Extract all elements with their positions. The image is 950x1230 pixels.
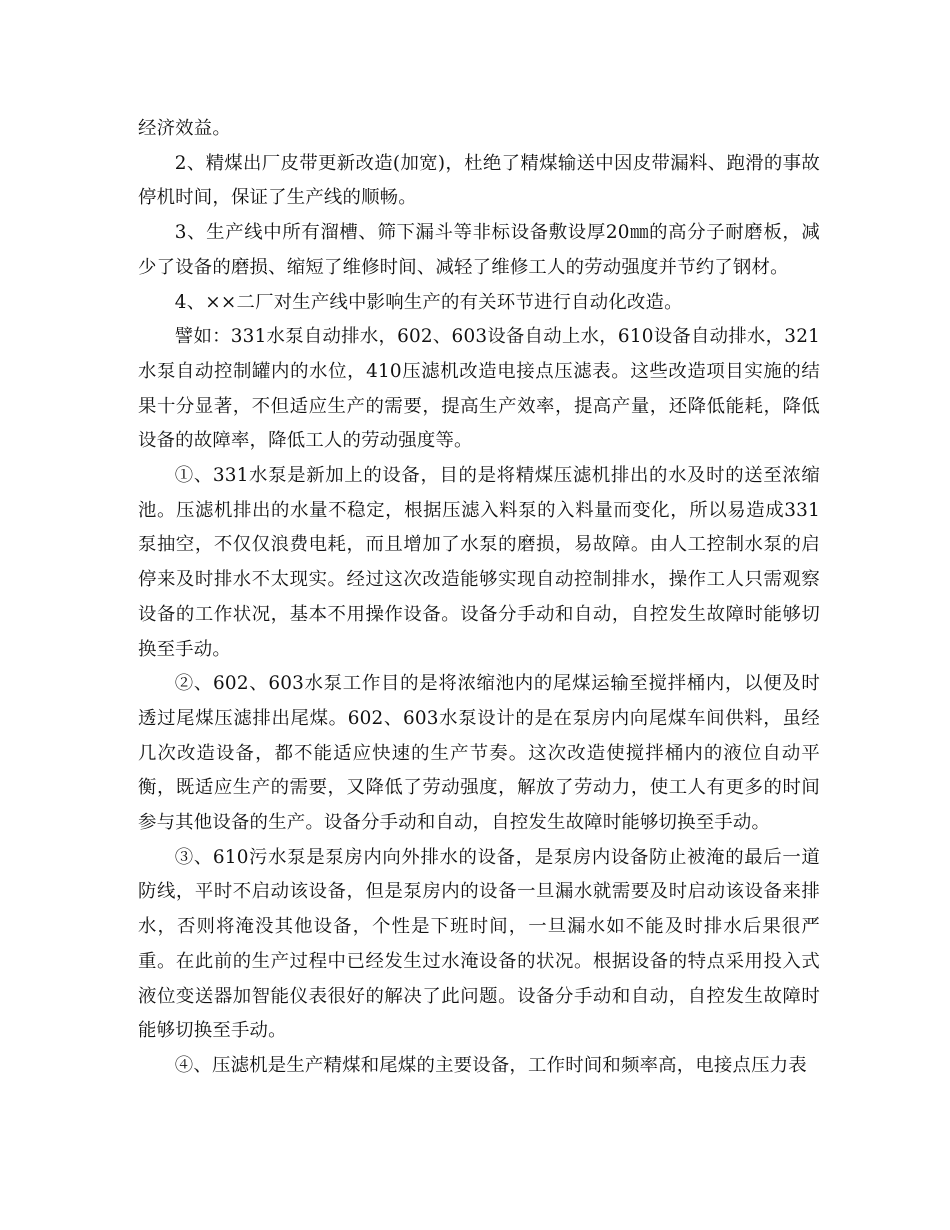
paragraph-pump-610: ③、610污水泵是泵房内向外排水的设备，是泵房内设备防止被淹的最后一道防线，平时不启动该设备，但是泵房内的设备一旦漏水就需要及时启动该设备来排水，否则将淹没其他设备，个性是下班时间，一旦漏水如不能及时排水后果很严重。在此前的生产过程中已经发生过水淹设备的状况。根据设备的特点采用投入式液位变送器加智能仪表很好的解决了此问题。设备分手动和自动，自控发生故障时能够切换至手动。 xyxy=(138,846,820,1042)
paragraph-item-2-belt-upgrade: 2、精煤出厂皮带更新改造(加宽)，杜绝了精煤输送中因皮带漏料、跑滑的事故停机时间，保证了生产线的顺畅。 xyxy=(138,152,820,209)
paragraph-filter-press: ④、压滤机是生产精煤和尾煤的主要设备，工作时间和频率高，电接点压力表 xyxy=(174,1054,807,1076)
paragraph-automation-examples: 譬如：331水泵自动排水，602、603设备自动上水，610设备自动排水，321水泵自动控制罐内的水位，410压滤机改造电接点压滤表。这些改造项目实施的结果十分显著，不但适应生产的需要，提高生产效率，提高产量，还降低能耗，降低设备的故障率，降低工人的劳动强度等。 xyxy=(138,326,820,452)
paragraph-pump-602-603: ②、602、603水泵工作目的是将浓缩池内的尾煤运输至搅拌桶内，以便及时透过尾煤压滤排出尾煤。602、603水泵设计的是在泵房内向尾煤车间供料，虽经几次改造设备，都不能适应快速的生产节奏。这次改造使搅拌桶内的液位自动平衡，既适应生产的需要，又降低了劳动强度，解放了劳动力，使工人有更多的时间参与其他设备的生产。设备分手动和自动，自控发生故障时能够切换至手动。 xyxy=(138,673,820,834)
paragraph-item-3-wear-plate: 3、生产线中所有溜槽、筛下漏斗等非标设备敷设厚20㎜的高分子耐磨板，减少了设备的磨损、缩短了维修时间、减轻了维修工人的劳动强度并节约了钢材。 xyxy=(138,222,820,278)
paragraph-item-4-automation: 4、××二厂对生产线中影响生产的有关环节进行自动化改造。 xyxy=(174,291,683,313)
paragraph-economic-benefit-tail: 经济效益。 xyxy=(138,118,231,139)
paragraph-pump-331: ①、331水泵是新加上的设备，目的是将精煤压滤机排出的水及时的送至浓缩池。压滤机排出的水量不稳定，根据压滤入料泵的入料量而变化，所以易造成331泵抽空，不仅仅浪费电耗，而且增加了水泵的磨损，易故障。由人工控制水泵的启停来及时排水不太现实。经过这次改造能够实现自动控制排水，操作工人只需观察设备的工作状况，基本不用操作设备。设备分手动和自动，自控发生故障时能够切换至手动。 xyxy=(138,465,820,660)
document-body xyxy=(138,112,820,1084)
